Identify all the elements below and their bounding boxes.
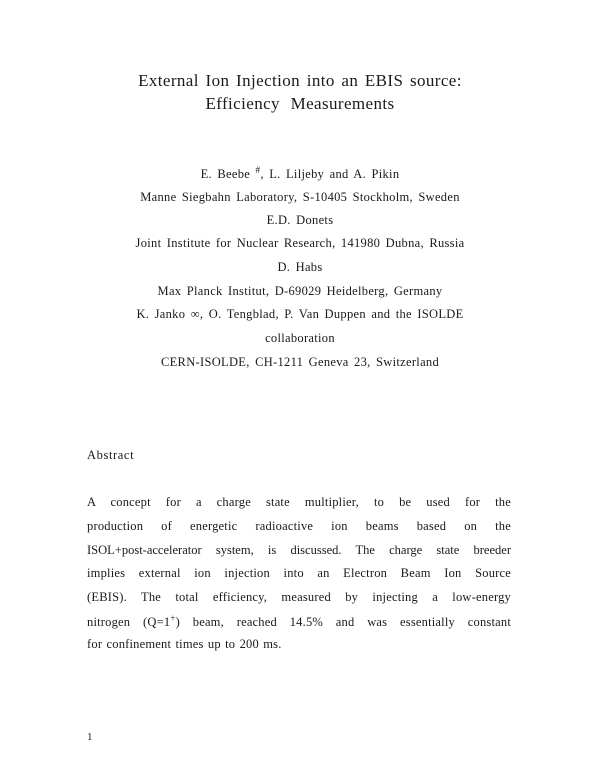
abstract-line-4: implies external ion injection into an Electron Beam Ion Source xyxy=(87,566,511,580)
affiliation-mark-hash: # xyxy=(255,165,261,175)
title-line-2: Efficiency Measurements xyxy=(205,94,395,113)
affiliation-cern-isolde: CERN-ISOLDE, CH-1211 Geneva 23, Switzerland xyxy=(160,355,440,369)
abstract-line-6-end: ) beam, reached 14.5% and was essentially constant xyxy=(175,615,511,629)
author-names-liljeby-pikin: , L. Liljeby and A. Pikin xyxy=(260,167,400,181)
affiliation-max-planck: Max Planck Institut, D-69029 Heidelberg, Germany xyxy=(157,284,443,298)
abstract-line-7: for confinement times up to 200 ms. xyxy=(87,637,282,651)
page-number: 1 xyxy=(87,731,93,743)
abstract-line-3: ISOL+post-accelerator system, is discussed. The charge state breeder xyxy=(87,543,511,557)
affiliation-manne-siegbahn: Manne Siegbahn Laboratory, S-10405 Stockholm, Sweden xyxy=(140,190,460,204)
author-line-1 xyxy=(0,165,600,182)
abstract-line-2: production of energetic radioactive ion beams based on the xyxy=(87,519,511,533)
author-line-janko: K. Janko ∞, O. Tengblad, P. Van Duppen and the ISOLDE xyxy=(136,307,464,321)
abstract-line-6 xyxy=(87,613,511,630)
author-names-beebe: E. Beebe xyxy=(200,167,256,181)
abstract-heading: Abstract xyxy=(87,448,135,462)
charge-superscript: + xyxy=(170,613,176,623)
title-line-1: External Ion Injection into an EBIS source: xyxy=(138,71,462,90)
author-donets: E.D. Donets xyxy=(266,213,334,227)
author-habs: D. Habs xyxy=(277,260,323,274)
abstract-line-6-start: nitrogen (Q=1 xyxy=(87,615,171,629)
author-collaboration: collaboration xyxy=(265,331,335,345)
abstract-line-1: A concept for a charge state multiplier, to be used for the xyxy=(87,495,511,509)
abstract-line-5: (EBIS). The total efficiency, measured by injecting a low-energy xyxy=(87,590,511,604)
affiliation-jinr-dubna: Joint Institute for Nuclear Research, 141980 Dubna, Russia xyxy=(135,236,465,250)
